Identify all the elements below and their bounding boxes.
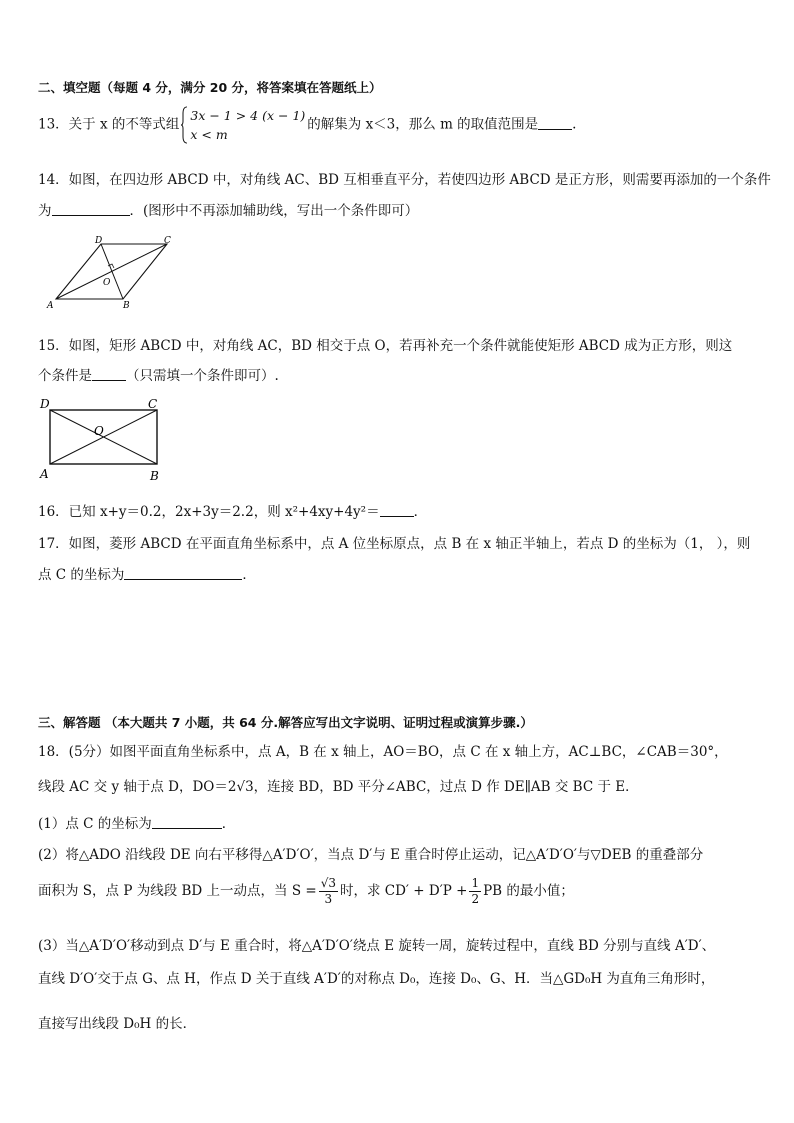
answer-blank-17[interactable] — [124, 567, 242, 580]
question-14-line-1: 14．如图，在四边形 ABCD 中，对角线 AC、BD 互相垂直平分，若使四边形 ABCD 是正方形，则需要再添加的一个条件 — [38, 172, 771, 188]
label-a: A — [40, 467, 49, 481]
label-d: D — [40, 397, 50, 411]
question-15-line-2: 个条件是 （只需填一个条件即可）. — [38, 368, 279, 384]
rhombus-figure — [44, 232, 180, 312]
inequality-1: 3x − 1 > 4 (x − 1) — [190, 108, 306, 123]
section-header-answer: 三、解答题 （本大题共 7 小题，共 64 分.解答应写出文字说明、证明过程或演算步骤.） — [38, 715, 533, 730]
label-c: C — [164, 236, 171, 246]
section-header-fill-in: 二、填空题（每题 4 分，满分 20 分，将答案填在答题纸上） — [38, 80, 382, 95]
q13-suffix: 的解集为 x＜3，那么 m 的取值范围是 — [307, 116, 539, 133]
label-c: C — [148, 397, 158, 411]
question-18-part-3-line-2: 直线 D′O′交于点 G、点 H，作点 D 关于直线 A′D′的对称点 D₀，连接 D₀、G、H．当△GD₀H 为直角三角形时， — [38, 971, 715, 987]
label-o: O — [94, 424, 104, 438]
question-16: 16．已知 x+y＝0.2，2x+3y＝2.2，则 x²+4xy+4y²＝ ． — [38, 504, 428, 520]
answer-blank-15[interactable] — [92, 368, 126, 381]
question-17-line-1: 17．如图，菱形 ABCD 在平面直角坐标系中，点 A 位坐标原点，点 B 在 x 轴正半轴上，若点 D 的坐标为（1， ），则 — [38, 536, 751, 552]
diagonal-bd — [101, 244, 123, 299]
answer-blank-14[interactable] — [52, 203, 130, 216]
question-18-part-2-line-1: (2）将△ADO 沿线段 DE 向右平移得△A′D′O′，当点 D′与 E 重合时停止运动，记△A′D′O′与▽DEB 的重叠部分 — [38, 847, 704, 863]
fraction-sqrt3-over-3: $\frac{√3}{3}$ — [320, 876, 336, 906]
q13-prefix: 13．关于 x 的不等式组 — [38, 116, 180, 133]
question-15-line-1: 15．如图，矩形 ABCD 中，对角线 AC，BD 相交于点 O，若再补充一个条件就能使矩形 ABCD 成为正方形，则这 — [38, 338, 733, 354]
question-14-line-2: 为 ．(图形中不再添加辅助线，写出一个条件即可） — [38, 203, 419, 219]
label-o: O — [103, 278, 111, 288]
answer-blank-16[interactable] — [380, 504, 414, 517]
label-d: D — [95, 236, 103, 246]
question-18-part-2-line-2: 面积为 S，点 P 为线段 BD 上一动点，当 S = $\frac{√3}{3}$ 时，求 CD′ + D′P + $\frac{1}{2}$ PB 的最小值； — [38, 876, 574, 906]
question-18-part-3-line-3: 直接写出线段 D₀H 的长． — [38, 1016, 197, 1032]
label-b: B — [123, 301, 130, 311]
question-18-part-1: (1）点 C 的坐标为 ． — [38, 816, 236, 832]
inequality-system — [181, 106, 305, 144]
question-18-part-3-line-1: (3）当△A′D′O′移动到点 D′与 E 重合时，将△A′D′O′绕点 E 旋转一周，旋转过程中，直线 BD 分别与直线 A′D′、 — [38, 938, 716, 954]
question-13: 13．关于 x 的不等式组 3x − 1 > 4 (x − 1) x < m 的解集为 x＜3，那么 m 的取值范围是 . — [38, 108, 577, 142]
inequality-2: x < m — [190, 127, 228, 142]
brace-icon — [181, 106, 188, 144]
question-18-line-2: 线段 AC 交 y 轴于点 D，DO＝2√3，连接 BD，BD 平分∠ABC，过点 D 作 DE∥AB 交 BC 于 E． — [38, 779, 639, 795]
label-b: B — [150, 469, 159, 483]
question-17-line-2: 点 C 的坐标为 ． — [38, 567, 256, 583]
question-18-line-1: 18．(5分）如图平面直角坐标系中，点 A，B 在 x 轴上，AO＝BO，点 C 在 x 轴上方，AC⊥BC，∠CAB＝30°， — [38, 744, 728, 760]
fraction-one-half: $\frac{1}{2}$ — [471, 876, 480, 906]
answer-blank-18-1[interactable] — [152, 816, 222, 829]
rectangle-figure — [36, 396, 168, 484]
answer-blank-13[interactable] — [538, 117, 572, 130]
label-a: A — [47, 301, 54, 311]
